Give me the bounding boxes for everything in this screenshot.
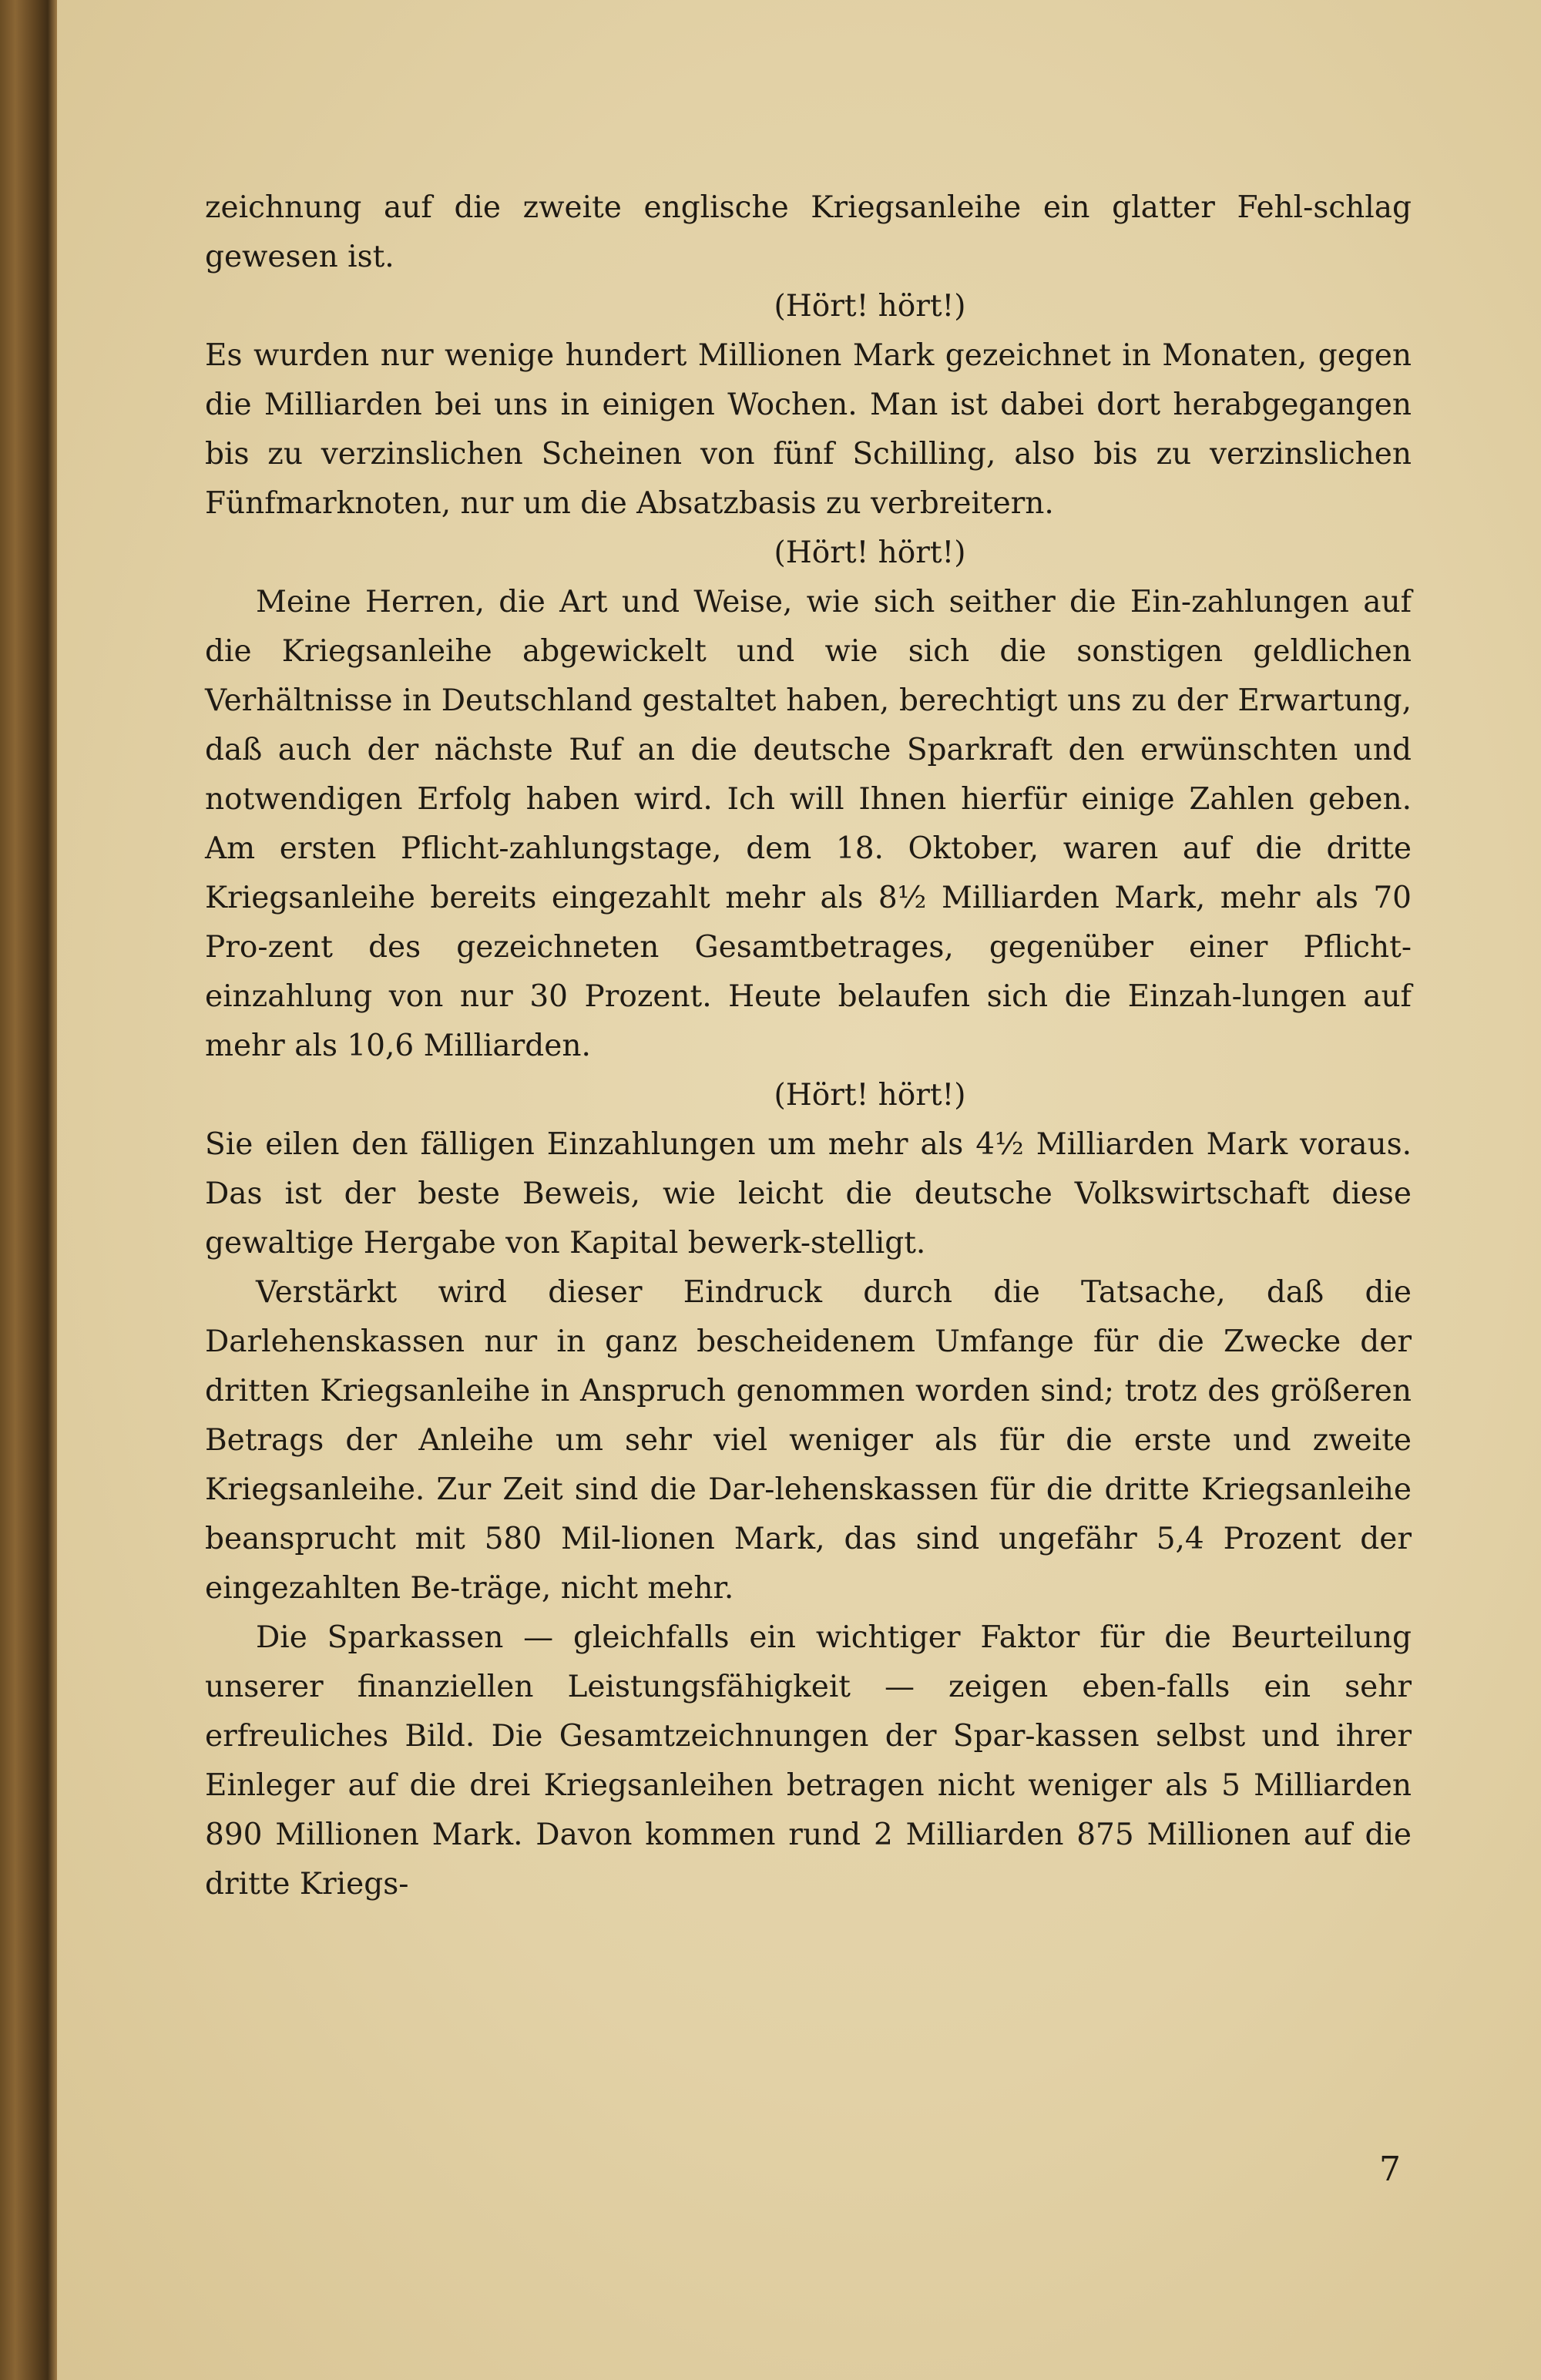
paragraph-continuation: zeichnung auf die zweite englische Kriegsanleihe ein glatter Fehl-schlag gewesen ist. [205, 190, 1412, 274]
interjection-hoert-hoert: (Hört! hört!) [774, 535, 966, 570]
paragraph-continuation: Sie eilen den fälligen Einzahlungen um mehr als 4½ Milliarden Mark voraus. Das ist der beste Beweis, wie leicht die deutsche Volkswirtschaft diese gewaltige Hergabe von Kapital bewerk-stelligt. [205, 1127, 1412, 1260]
paragraph-darlehenskassen: Verstärkt wird dieser Eindruck durch die Tatsache, daß die Darlehenskassen nur in ganz bescheidenem Umfange für die Zwecke der dritten Kriegsanleihe in Anspruch genommen worden sind; trotz des größeren Betrags der Anleihe um sehr viel weniger als für die erste und zweite Kriegsanleihe. Zur Zeit sind die Dar-lehenskassen für die dritte Kriegsanleihe beansprucht mit 580 Mil-lionen Mark, das sind ungefähr 5,4 Prozent der eingezahlten Be-träge, nicht mehr. [205, 1275, 1412, 1606]
interjection-hoert-hoert: (Hört! hört!) [774, 289, 966, 324]
interjection-hoert-hoert: (Hört! hört!) [774, 1078, 966, 1113]
book-page [57, 0, 1541, 2380]
paragraph-sparkassen: Die Sparkassen — gleichfalls ein wichtiger Faktor für die Beurteilung unserer finanziellen Leistungsfähigkeit — zeigen eben-falls ein sehr erfreuliches Bild. Die Gesamtzeichnungen der Spar-kassen selbst und ihrer Einleger auf die drei Kriegsanleihen betragen nicht weniger als 5 Milliarden 890 Millionen Mark. Davon kommen rund 2 Milliarden 875 Millionen auf die dritte Kriegs- [205, 1620, 1412, 1902]
body-text [205, 183, 1412, 1909]
paragraph-continuation: Es wurden nur wenige hundert Millionen Mark gezeichnet in Monaten, gegen die Milliarden bei uns in einigen Wochen. Man ist dabei dort herabgegangen bis zu verzinslichen Scheinen von fünf Schilling, also bis zu verzinslichen Fünfmarknoten, nur um die Absatzbasis zu verbreitern. [205, 338, 1412, 521]
page-number: 7 [1379, 2150, 1401, 2189]
paragraph-meine-herren: Meine Herren, die Art und Weise, wie sich seither die Ein-zahlungen auf die Kriegsanleihe abgewickelt und wie sich die sonstigen geldlichen Verhältnisse in Deutschland gestaltet haben, berechtigt uns zu der Erwartung, daß auch der nächste Ruf an die deutsche Sparkraft den erwünschten und notwendigen Erfolg haben wird. Ich will Ihnen hierfür einige Zahlen geben. Am ersten Pflicht-zahlungstage, dem 18. Oktober, waren auf die dritte Kriegsanleihe bereits eingezahlt mehr als 8½ Milliarden Mark, mehr als 70 Pro-zent des gezeichneten Gesamtbetrages, gegenüber einer Pflicht-einzahlung von nur 30 Prozent. Heute belaufen sich die Einzah-lungen auf mehr als 10,6 Milliarden. [205, 585, 1412, 1063]
